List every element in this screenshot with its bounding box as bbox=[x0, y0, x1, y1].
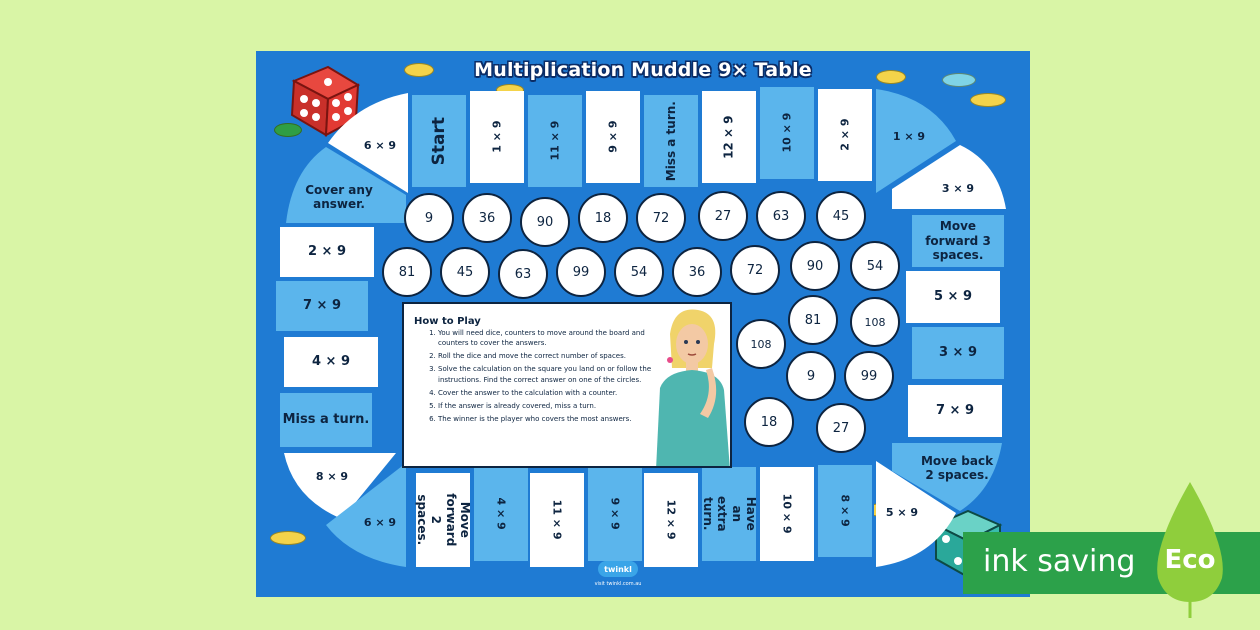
twinkl-logo: twinkl bbox=[598, 561, 638, 577]
tile-cover-any: Cover any answer. bbox=[305, 182, 373, 211]
tile-right: 3 × 9 bbox=[912, 325, 1004, 381]
answer-circle[interactable]: 63 bbox=[498, 249, 548, 299]
tile-bottom: 8 × 9 bbox=[816, 465, 874, 557]
tile-right: 5 × 9 bbox=[906, 269, 1000, 325]
ink-saving-label: ink saving bbox=[983, 544, 1136, 579]
tile-left: 7 × 9 bbox=[276, 279, 368, 333]
eco-badge-label: Eco bbox=[1164, 545, 1216, 575]
answer-circle[interactable]: 108 bbox=[736, 319, 786, 369]
tile-bottom: Have an extra turn. bbox=[700, 467, 758, 561]
how-to-play-step: 3. Solve the calculation on the square you land on or follow the instructions. Find the correct answer on one of the circles. bbox=[438, 364, 670, 384]
tile-top: 9 × 9 bbox=[584, 91, 642, 183]
tile-bottom: Move forward 2 spaces. bbox=[414, 473, 472, 567]
how-to-play-panel bbox=[402, 302, 732, 468]
tile-corner-top-right-a: 1 × 9 bbox=[892, 130, 926, 144]
how-to-play-title: How to Play bbox=[414, 316, 481, 327]
tile-move-back: Move back 2 spaces. bbox=[920, 453, 994, 482]
board-title: Multiplication Muddle 9× Table bbox=[474, 59, 812, 81]
tile-top: Miss a turn. bbox=[642, 95, 700, 187]
how-to-play-step: 5. If the answer is already covered, miss a turn. bbox=[438, 401, 670, 411]
how-to-play-step: 6. The winner is the player who covers the most answers. bbox=[438, 414, 670, 424]
answer-circle[interactable]: 45 bbox=[440, 247, 490, 297]
tile-corner-top-left: 6 × 9 bbox=[363, 139, 397, 153]
answer-circle[interactable]: 18 bbox=[744, 397, 794, 447]
tile-bottom: 10 × 9 bbox=[758, 467, 816, 561]
how-to-play-step: 2. Roll the dice and move the correct number of spaces. bbox=[438, 351, 670, 361]
tile-top: 11 × 9 bbox=[526, 95, 584, 187]
tile-bottom: 4 × 9 bbox=[472, 467, 530, 561]
answer-circle[interactable]: 9 bbox=[404, 193, 454, 243]
answer-circle[interactable]: 45 bbox=[816, 191, 866, 241]
tile-left: 2 × 9 bbox=[280, 225, 374, 279]
answer-circle[interactable]: 27 bbox=[698, 191, 748, 241]
tile-bottom: 11 × 9 bbox=[528, 473, 586, 567]
answer-circle[interactable]: 27 bbox=[816, 403, 866, 453]
answer-circle[interactable]: 90 bbox=[790, 241, 840, 291]
answer-circle[interactable]: 18 bbox=[578, 193, 628, 243]
twinkl-url: visit twinkl.com.au bbox=[594, 581, 642, 587]
answer-circle[interactable]: 72 bbox=[730, 245, 780, 295]
tile-corner-top-right-b: 3 × 9 bbox=[941, 182, 975, 196]
thinking-girl-illustration bbox=[650, 304, 732, 468]
answer-circle[interactable]: 54 bbox=[850, 241, 900, 291]
tile-corner-bottom-left-b: 6 × 9 bbox=[363, 516, 397, 530]
tile-top: 12 × 9 bbox=[700, 91, 758, 183]
answer-circle[interactable]: 54 bbox=[614, 247, 664, 297]
answer-circle[interactable]: 81 bbox=[788, 295, 838, 345]
tile-top: 2 × 9 bbox=[816, 89, 874, 181]
tile-top: 1 × 9 bbox=[468, 91, 526, 183]
tile-left: Miss a turn. bbox=[280, 391, 372, 449]
answer-circle[interactable]: 90 bbox=[520, 197, 570, 247]
answer-circle[interactable]: 63 bbox=[756, 191, 806, 241]
how-to-play-steps bbox=[412, 328, 670, 427]
game-board bbox=[256, 51, 1030, 597]
answer-circle[interactable]: 99 bbox=[844, 351, 894, 401]
tile-start: Start bbox=[410, 95, 468, 187]
answer-circle[interactable]: 36 bbox=[462, 193, 512, 243]
answer-circle[interactable]: 99 bbox=[556, 247, 606, 297]
answer-circle[interactable]: 108 bbox=[850, 297, 900, 347]
tile-bottom: 9 × 9 bbox=[586, 467, 644, 561]
tile-top: 10 × 9 bbox=[758, 87, 816, 179]
answer-circle[interactable]: 72 bbox=[636, 193, 686, 243]
answer-circle[interactable]: 81 bbox=[382, 247, 432, 297]
tile-right: Move forward 3 spaces. bbox=[912, 213, 1004, 269]
tile-corner-bottom-right: 5 × 9 bbox=[885, 506, 919, 520]
tile-bottom: 12 × 9 bbox=[642, 473, 700, 567]
how-to-play-step: 4. Cover the answer to the calculation with a counter. bbox=[438, 388, 670, 398]
tile-right: 7 × 9 bbox=[908, 383, 1002, 439]
answer-circle[interactable]: 9 bbox=[786, 351, 836, 401]
how-to-play-step: 1. You will need dice, counters to move around the board and counters to cover the answers. bbox=[438, 328, 670, 348]
tile-corner-bottom-left-a: 8 × 9 bbox=[315, 470, 349, 484]
tile-left: 4 × 9 bbox=[284, 335, 378, 389]
answer-circle[interactable]: 36 bbox=[672, 247, 722, 297]
